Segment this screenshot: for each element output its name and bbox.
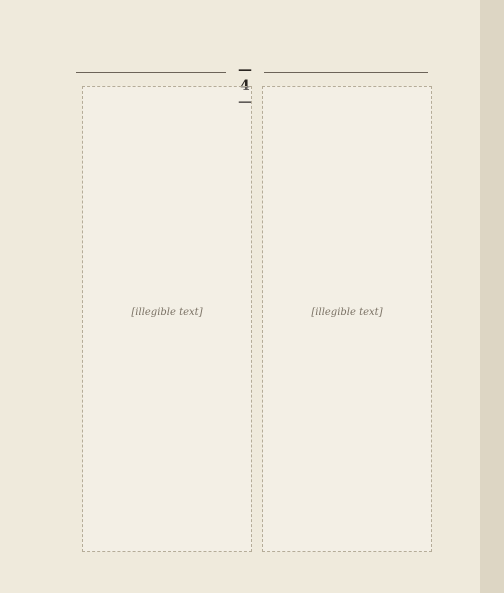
page-number: — 4 — xyxy=(238,62,252,110)
illegible-placeholder: [illegible text] xyxy=(131,307,203,318)
adjacent-page-edge xyxy=(480,0,504,593)
header-rule-left xyxy=(76,72,226,73)
text-column-right xyxy=(262,86,432,552)
text-column-left xyxy=(82,86,252,552)
illegible-placeholder: [illegible text] xyxy=(311,307,383,318)
page-header xyxy=(0,62,480,110)
header-rule-right xyxy=(264,72,428,73)
